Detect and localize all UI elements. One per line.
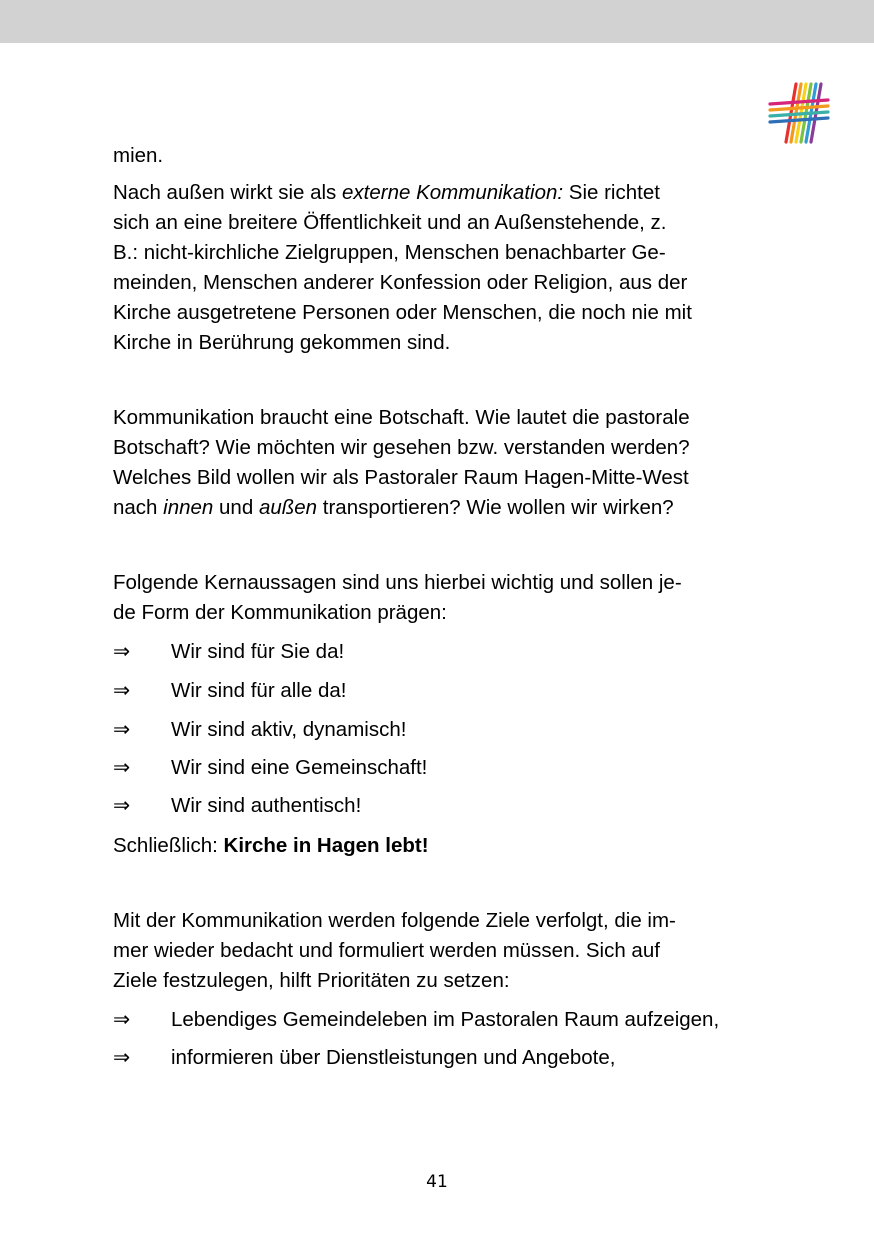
- paragraph-external-line: B.: nicht-kirchliche Zielgruppen, Menschen benachbarter Ge-: [113, 241, 666, 264]
- paragraph-external-line: Kirche ausgetretene Personen oder Menschen, die noch nie mit: [113, 301, 692, 324]
- arrow-icon: ⇒: [113, 640, 131, 663]
- pastoral-logo-icon: [766, 80, 832, 146]
- paragraph-goals-line: mer wieder bedacht und formuliert werden müssen. Sich auf: [113, 939, 660, 962]
- paragraph-goals-line: Ziele festzulegen, hilft Prioritäten zu setzen:: [113, 969, 510, 992]
- conclusion-line: Schließlich: Kirche in Hagen lebt!: [113, 834, 429, 857]
- paragraph-goals-line: Mit der Kommunikation werden folgende Ziele verfolgt, die im-: [113, 909, 676, 932]
- arrow-icon: ⇒: [113, 679, 131, 702]
- arrow-icon: ⇒: [113, 1046, 131, 1069]
- arrow-icon: ⇒: [113, 1008, 131, 1031]
- paragraph-message-line: Kommunikation braucht eine Botschaft. Wie lautet die pastorale: [113, 406, 690, 429]
- arrow-icon: ⇒: [113, 718, 131, 741]
- page-number: 41: [426, 1172, 448, 1192]
- paragraph-continuation: mien.: [113, 144, 164, 167]
- top-gray-bar: [0, 0, 874, 43]
- arrow-icon: ⇒: [113, 756, 131, 779]
- arrow-icon: ⇒: [113, 794, 131, 817]
- paragraph-message-line: Welches Bild wollen wir als Pastoraler Raum Hagen-Mitte-West: [113, 466, 689, 489]
- paragraph-external-line: meinden, Menschen anderer Konfession oder Religion, aus der: [113, 271, 688, 294]
- paragraph-message-line: nach innen und außen transportieren? Wie wollen wir wirken?: [113, 496, 674, 519]
- paragraph-external-line: Kirche in Berührung gekommen sind.: [113, 331, 451, 354]
- paragraph-external-line: Nach außen wirkt sie als externe Kommunikation: Sie richtet: [113, 181, 660, 204]
- paragraph-message-line: Botschaft? Wie möchten wir gesehen bzw. verstanden werden?: [113, 436, 690, 459]
- paragraph-external-line: sich an eine breitere Öffentlichkeit und an Außenstehende, z.: [113, 211, 667, 234]
- paragraph-core-intro-line: Folgende Kernaussagen sind uns hierbei wichtig und sollen je-: [113, 571, 682, 594]
- paragraph-core-intro-line: de Form der Kommunikation prägen:: [113, 601, 447, 624]
